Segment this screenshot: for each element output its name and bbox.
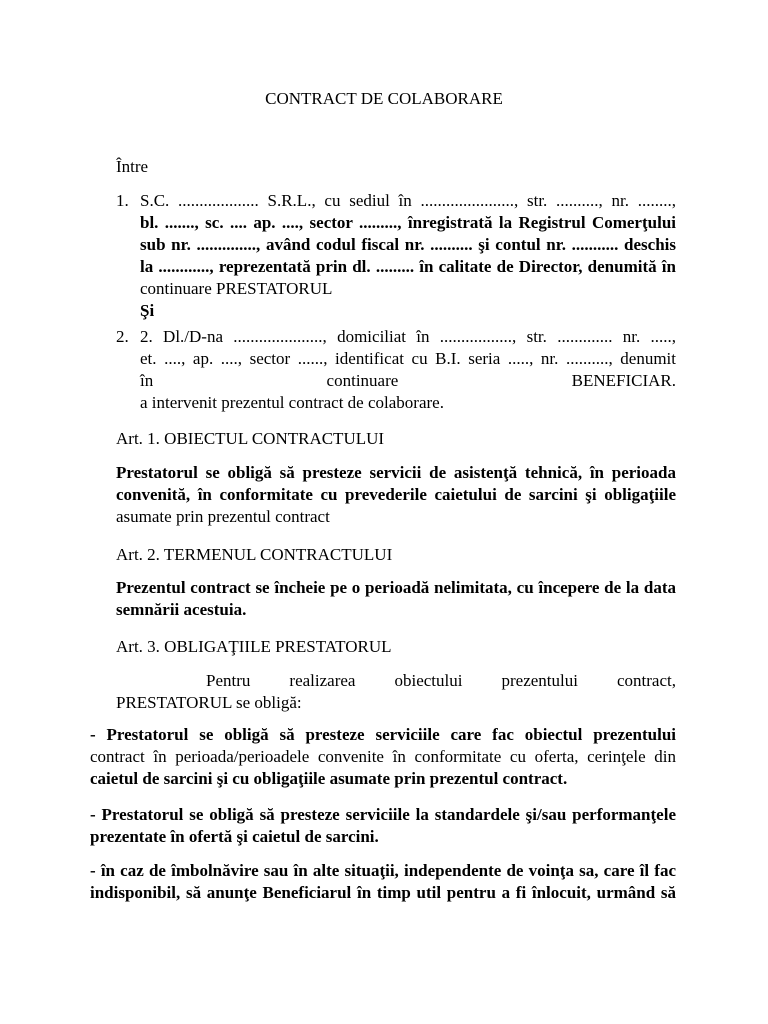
contract-title: CONTRACT DE COLABORARE bbox=[265, 89, 503, 108]
art-1-line: Prestatorul se obligă să presteze servicii de asistenţă tehnică, în perioada bbox=[116, 463, 676, 482]
party-2-body bbox=[140, 326, 676, 414]
art-3-heading: Art. 3. OBLIGAŢIILE PRESTATORUL bbox=[116, 637, 392, 656]
art-2-heading: Art. 2. TERMENUL CONTRACTULUI bbox=[116, 545, 393, 564]
obligation-line: - în caz de îmbolnăvire sau în alte situaţii, independente de voinţa sa, care îl fac bbox=[90, 861, 676, 880]
art-3-intro bbox=[116, 670, 676, 714]
art-1-paragraph bbox=[116, 462, 676, 528]
obligation-line: - Prestatorul se obligă să presteze serviciile care fac obiectul prezentului bbox=[90, 725, 676, 744]
party-1-line: S.C. ................... S.R.L., cu sediul în ......................, str. .........., nr. ........, bbox=[140, 191, 676, 210]
art-3-obligation-1 bbox=[90, 724, 676, 790]
obligation-line: caietul de sarcini şi cu obligaţiile asumate prin prezentul contract. bbox=[90, 769, 568, 788]
party-2-line: în continuare BENEFICIAR. bbox=[140, 371, 676, 390]
party-1-item bbox=[116, 190, 676, 322]
party-2-line: a intervenit prezentul contract de colaborare. bbox=[140, 393, 444, 412]
art-3-obligation-2 bbox=[90, 804, 676, 848]
party-1-body bbox=[140, 190, 676, 322]
party-1-conjunction: Şi bbox=[140, 301, 155, 320]
art-2-line: semnării acestuia. bbox=[116, 600, 247, 619]
art-3-obligation-3 bbox=[90, 860, 676, 904]
party-2-line: 2. Dl./D-na ....................., domiciliat în ................., str. ............. nr. ....., bbox=[140, 327, 676, 346]
party-1-line: bl. ......., sc. .... ap. ...., sector ........., înregistrată la Registrul Comerţului bbox=[140, 213, 676, 232]
party-2-item bbox=[116, 326, 676, 414]
party-1-number: 1. bbox=[116, 191, 129, 210]
obligation-line: indisponibil, să anunţe Beneficiarul în timp util pentru a fi înlocuit, urmând să bbox=[90, 883, 676, 902]
party-1-line: continuare PRESTATORUL bbox=[140, 279, 333, 298]
party-1-line: la ............, reprezentată prin dl. ......... în calitate de Director, denumită în bbox=[140, 257, 676, 276]
party-2-number: 2. bbox=[116, 327, 129, 346]
party-2-line: et. ...., ap. ...., sector ......, identificat cu B.I. seria ....., nr. .........., denumit bbox=[140, 349, 676, 368]
obligation-line: prezentate în ofertă şi caietul de sarcini. bbox=[90, 827, 379, 846]
art-2-line: Prezentul contract se încheie pe o perioadă nelimitata, cu începere de la data bbox=[116, 578, 676, 597]
obligation-line: - Prestatorul se obligă să presteze serviciile la standardele şi/sau performanţele bbox=[90, 805, 676, 824]
party-1-line: sub nr. .............., având codul fiscal nr. .......... şi contul nr. ........... deschis bbox=[140, 235, 676, 254]
obligation-line: contract în perioada/perioadele convenite în conformitate cu oferta, cerinţele din bbox=[90, 747, 676, 766]
art-1-line: convenită, în conformitate cu prevederile caietului de sarcini şi obligaţiile bbox=[116, 485, 676, 504]
intro-text: Între bbox=[116, 157, 149, 176]
art-1-heading: Art. 1. OBIECTUL CONTRACTULUI bbox=[116, 429, 385, 448]
art-1-line: asumate prin prezentul contract bbox=[116, 507, 330, 526]
art-2-paragraph bbox=[116, 577, 676, 621]
art-3-intro-line: PRESTATORUL se obligă: bbox=[116, 693, 302, 712]
art-3-intro-line: Pentru realizarea obiectului prezentului contract, bbox=[206, 671, 676, 690]
